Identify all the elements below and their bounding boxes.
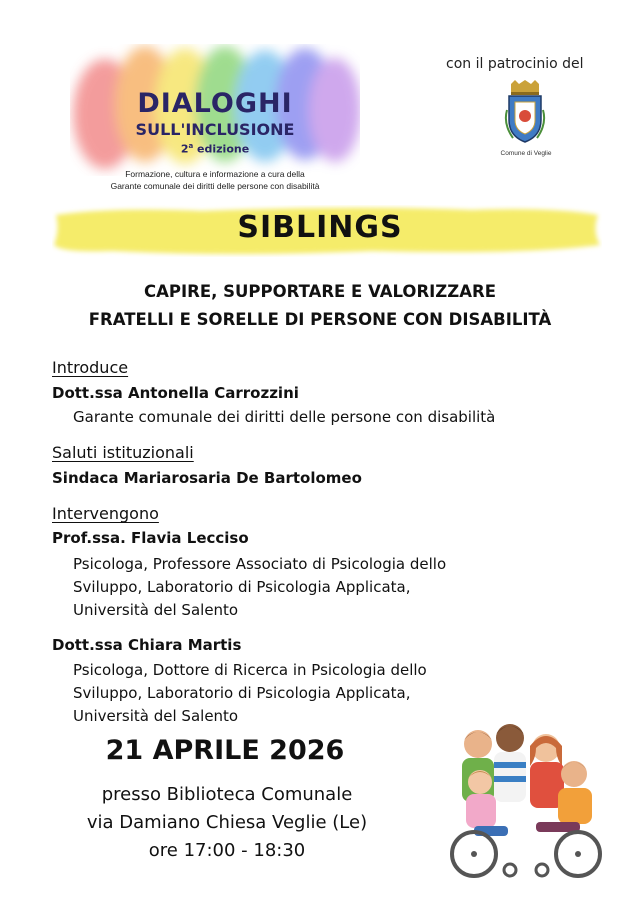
logo-title: DIALOGHI bbox=[137, 88, 293, 119]
introduce-heading: Introduce bbox=[52, 358, 129, 377]
speaker2-role-line1: Psicologa, Dottore di Ricerca in Psicologia dello bbox=[73, 661, 427, 679]
comune-label: Comune di Veglie bbox=[500, 150, 552, 157]
saluti-name: Sindaca Mariarosaria De Bartolomeo bbox=[52, 469, 362, 487]
event-title: SIBLINGS bbox=[237, 210, 403, 245]
event-time: ore 17:00 - 18:30 bbox=[148, 840, 306, 861]
speaker2-name: Dott.ssa Chiara Martis bbox=[52, 636, 242, 654]
municipal-crest-icon bbox=[503, 80, 547, 150]
event-date: 21 APRILE 2026 bbox=[105, 735, 345, 766]
introduce-role: Garante comunale dei diritti delle persone con disabilità bbox=[73, 408, 496, 426]
patronage-label: con il patrocinio del bbox=[446, 56, 584, 72]
logo-title-line2: SULL'INCLUSIONE bbox=[135, 120, 295, 139]
intervengono-heading: Intervengono bbox=[52, 504, 159, 523]
speaker1-role-line3: Università del Salento bbox=[73, 601, 239, 619]
speaker2-role-line3: Università del Salento bbox=[73, 707, 239, 725]
saluti-heading: Saluti istituzionali bbox=[52, 443, 194, 462]
logo-subtitle-line2: Garante comunale dei diritti delle persone con disabilità bbox=[110, 181, 320, 191]
children-wheelchair-illustration bbox=[446, 718, 606, 892]
event-subtitle-line1: CAPIRE, SUPPORTARE E VALORIZZARE bbox=[144, 282, 496, 301]
logo-subtitle-line1: Formazione, cultura e informazione a cura della bbox=[125, 169, 305, 179]
speaker1-role-line1: Psicologa, Professore Associato di Psicologia dello bbox=[73, 555, 447, 573]
speaker1-name: Prof.ssa. Flavia Lecciso bbox=[52, 529, 249, 547]
event-logo bbox=[70, 44, 360, 176]
speaker2-role-line2: Sviluppo, Laboratorio di Psicologia Applicata, bbox=[73, 684, 411, 702]
venue-line1: presso Biblioteca Comunale bbox=[101, 784, 353, 805]
introduce-name: Dott.ssa Antonella Carrozzini bbox=[52, 384, 299, 402]
venue-line2: via Damiano Chiesa Veglie (Le) bbox=[86, 812, 368, 833]
event-subtitle-line2: FRATELLI E SORELLE DI PERSONE CON DISABILITÀ bbox=[88, 310, 552, 329]
logo-edition: 2$^a$ edizione bbox=[180, 142, 250, 156]
speaker1-role-line2: Sviluppo, Laboratorio di Psicologia Applicata, bbox=[73, 578, 411, 596]
